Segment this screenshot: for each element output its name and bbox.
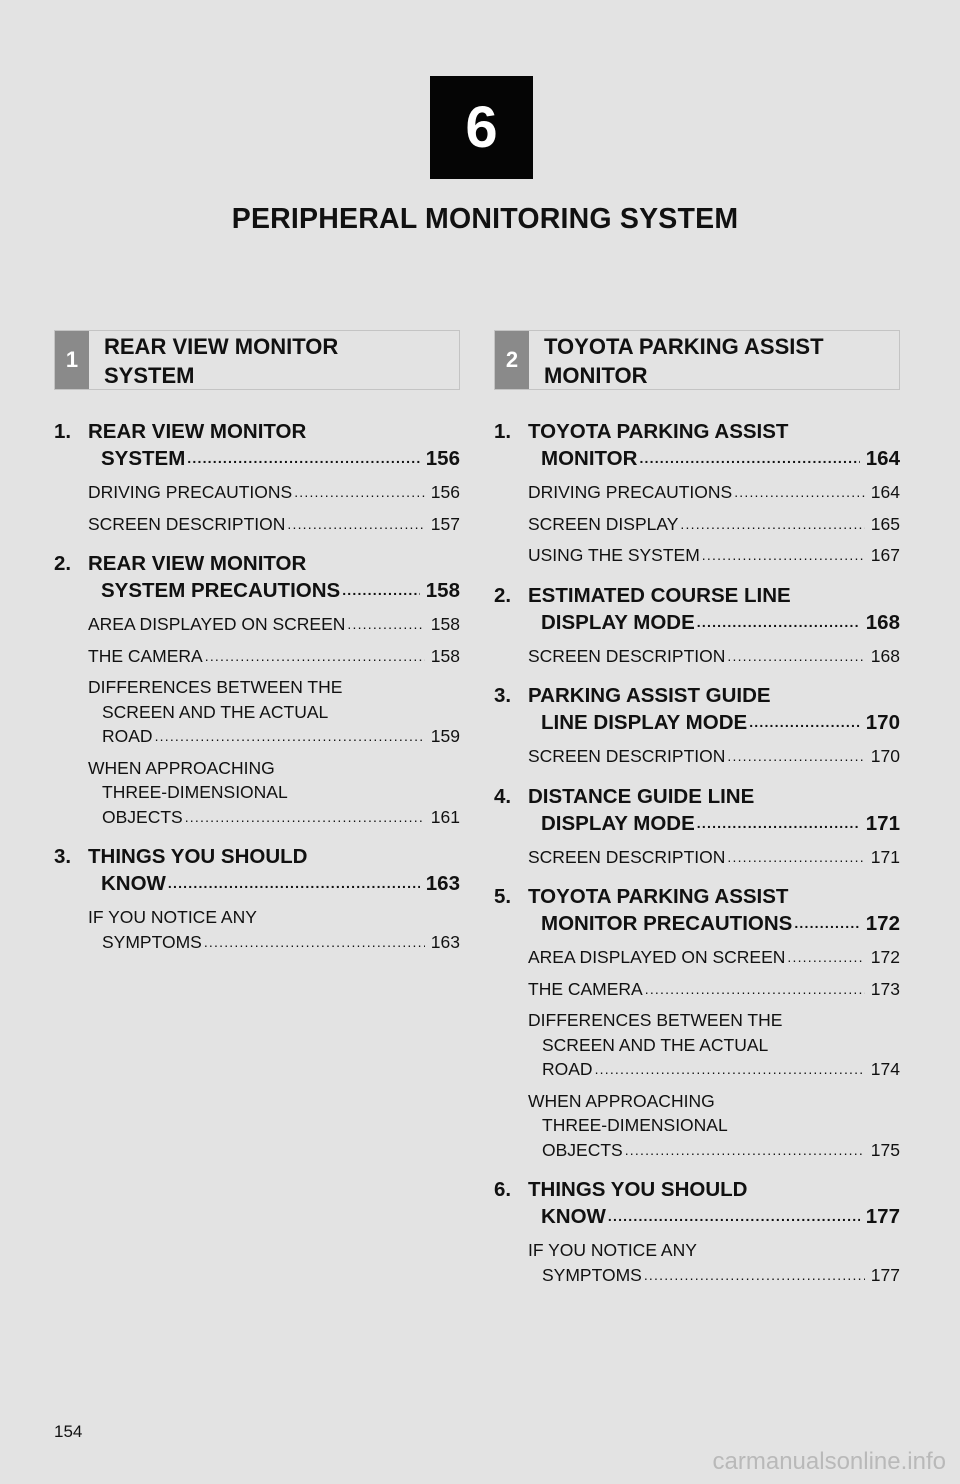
toc-subentries bbox=[54, 480, 460, 536]
section-number: 1 bbox=[55, 331, 89, 389]
toc-subentry-last-line bbox=[102, 930, 460, 955]
toc-subentry-page: 165 bbox=[870, 513, 900, 534]
toc-entry-heading[interactable] bbox=[494, 783, 900, 837]
section-title-line: MONITOR bbox=[544, 363, 648, 388]
toc-subentry-page: 167 bbox=[870, 545, 900, 565]
section-title bbox=[529, 331, 824, 389]
dot-leader bbox=[727, 744, 864, 769]
toc-entry[interactable] bbox=[494, 883, 900, 1162]
toc-entry[interactable] bbox=[494, 682, 900, 769]
dot-leader bbox=[204, 930, 425, 955]
toc-entry-page: 172 bbox=[865, 912, 900, 935]
toc-entry[interactable] bbox=[54, 550, 460, 829]
toc-entry-number: 1. bbox=[494, 420, 512, 443]
toc-entry-title-line: TOYOTA PARKING ASSIST bbox=[528, 885, 789, 908]
toc-entry-heading[interactable] bbox=[494, 682, 900, 736]
chapter-number: 6 bbox=[465, 95, 498, 160]
toc-entry-title-line: SYSTEM bbox=[101, 447, 186, 470]
toc-subentry-last-line bbox=[528, 512, 900, 537]
toc-subentry-line: SCREEN DISPLAY bbox=[528, 513, 679, 534]
toc-subentry-last-line bbox=[88, 612, 460, 637]
toc-subentry[interactable] bbox=[528, 1238, 900, 1287]
toc-entry-number: 5. bbox=[494, 885, 512, 908]
toc-subentry-text bbox=[88, 644, 460, 669]
toc-subentry-line: THREE-DIMENSIONAL bbox=[542, 1115, 728, 1135]
toc-entry-heading[interactable] bbox=[494, 1176, 900, 1230]
toc-subentry[interactable] bbox=[528, 1089, 900, 1163]
toc-subentry[interactable] bbox=[88, 480, 460, 505]
dot-leader bbox=[639, 445, 859, 472]
toc-entry-title-line: THINGS YOU SHOULD bbox=[528, 1178, 748, 1201]
toc-subentry[interactable] bbox=[88, 675, 460, 749]
dot-leader bbox=[168, 870, 420, 897]
toc-subentry-text bbox=[528, 1008, 900, 1082]
toc-entry-page: 163 bbox=[425, 872, 460, 895]
toc-entry-heading[interactable] bbox=[54, 843, 460, 897]
dot-leader bbox=[625, 1138, 865, 1163]
toc-subentry-last-line bbox=[88, 512, 460, 537]
dot-leader bbox=[205, 644, 425, 669]
toc-subentry-page: 158 bbox=[430, 645, 460, 666]
toc-subentry-text bbox=[528, 1238, 900, 1287]
toc-entry-page: 168 bbox=[865, 610, 900, 634]
toc-subentry[interactable] bbox=[88, 756, 460, 830]
toc-subentry-text bbox=[528, 845, 900, 870]
toc-entry[interactable] bbox=[494, 582, 900, 669]
toc-entry-title-line: REAR VIEW MONITOR bbox=[88, 552, 307, 575]
toc-entry-title-line: SYSTEM PRECAUTIONS bbox=[101, 579, 341, 602]
toc-subentry-page: 161 bbox=[430, 806, 460, 827]
toc-entry-last-line bbox=[101, 870, 460, 897]
toc-entry-title-line: PARKING ASSIST GUIDE bbox=[528, 684, 771, 707]
toc-entry-number: 4. bbox=[494, 784, 512, 808]
dot-leader bbox=[727, 845, 864, 870]
toc-entry-heading[interactable] bbox=[494, 418, 900, 472]
toc-subentries bbox=[54, 612, 460, 829]
toc-subentry-text bbox=[88, 756, 460, 830]
toc-subentry-line: THE CAMERA bbox=[88, 645, 203, 666]
toc-entry-last-line bbox=[541, 609, 900, 636]
toc-entry-number: 1. bbox=[54, 420, 72, 443]
toc-subentry-line: DRIVING PRECAUTIONS bbox=[88, 482, 293, 502]
toc-subentry-line: THE CAMERA bbox=[528, 978, 643, 999]
toc-entry-last-line bbox=[541, 810, 900, 837]
toc-subentry-last-line bbox=[528, 543, 900, 568]
toc-entry-last-line bbox=[541, 910, 900, 937]
toc-subentry-page: 157 bbox=[430, 513, 460, 534]
toc-entry-page: 156 bbox=[425, 447, 460, 470]
toc-subentry-page: 175 bbox=[870, 1139, 900, 1160]
toc-entry-heading[interactable] bbox=[54, 418, 460, 472]
toc-entry[interactable] bbox=[54, 843, 460, 954]
toc-subentry-line: OBJECTS bbox=[542, 1139, 623, 1160]
dot-leader bbox=[702, 543, 865, 568]
toc-entry-last-line bbox=[101, 445, 460, 472]
toc-entry-last-line bbox=[541, 1203, 900, 1230]
toc-subentries bbox=[494, 945, 900, 1162]
toc-entry-title-line: TOYOTA PARKING ASSIST bbox=[528, 420, 789, 443]
section-title-line: REAR VIEW MONITOR bbox=[104, 334, 339, 359]
toc-subentry-text bbox=[528, 977, 900, 1002]
toc-subentry-text bbox=[88, 905, 460, 954]
toc-subentry-last-line bbox=[102, 724, 460, 749]
toc-subentry[interactable] bbox=[528, 543, 900, 568]
toc-entry-page: 158 bbox=[425, 579, 460, 602]
toc-column-right bbox=[494, 330, 900, 1301]
toc-subentry-line: OBJECTS bbox=[102, 806, 183, 827]
toc-entries bbox=[494, 418, 900, 1287]
dot-leader bbox=[787, 945, 864, 970]
dot-leader bbox=[287, 512, 424, 537]
toc-subentry-text bbox=[528, 543, 900, 568]
dot-leader bbox=[645, 977, 865, 1002]
toc-subentry-last-line bbox=[528, 845, 900, 870]
toc-subentry-text bbox=[528, 512, 900, 537]
toc-subentry-page: 171 bbox=[870, 846, 900, 867]
toc-subentry-line: SCREEN AND THE ACTUAL bbox=[542, 1034, 769, 1055]
toc-subentry-page: 170 bbox=[870, 746, 900, 766]
toc-subentry-text bbox=[528, 744, 900, 769]
toc-entry-title-line: KNOW bbox=[541, 1205, 606, 1228]
section-title-line: TOYOTA PARKING ASSIST bbox=[544, 334, 824, 359]
toc-subentry-line: SCREEN DESCRIPTION bbox=[528, 846, 726, 867]
toc-subentry-text bbox=[528, 480, 900, 505]
toc-entry-heading[interactable] bbox=[494, 883, 900, 937]
toc-entries bbox=[54, 418, 460, 954]
dot-leader bbox=[342, 577, 420, 604]
toc-entry-title-line: KNOW bbox=[101, 872, 166, 895]
toc-subentry-text bbox=[88, 612, 460, 637]
toc-column-left bbox=[54, 330, 460, 968]
toc-subentry-last-line bbox=[88, 480, 460, 505]
toc-subentry[interactable] bbox=[528, 945, 900, 970]
toc-entry-number: 2. bbox=[494, 583, 512, 607]
toc-subentry-text bbox=[88, 675, 460, 749]
toc-entry-title-line: DISPLAY MODE bbox=[541, 610, 695, 634]
toc-subentry-last-line bbox=[542, 1057, 900, 1082]
toc-entry-number: 3. bbox=[494, 684, 512, 707]
toc-subentry[interactable] bbox=[528, 480, 900, 505]
toc-subentry-last-line bbox=[528, 644, 900, 669]
toc-entry-heading[interactable] bbox=[54, 550, 460, 604]
toc-subentry-last-line bbox=[528, 744, 900, 769]
chapter-number-box bbox=[430, 76, 533, 179]
page-number: 154 bbox=[54, 1422, 83, 1441]
dot-leader bbox=[608, 1203, 860, 1230]
toc-subentry-line: THREE-DIMENSIONAL bbox=[102, 782, 288, 802]
toc-entry-title-line: LINE DISPLAY MODE bbox=[541, 711, 748, 734]
toc-subentry-last-line bbox=[542, 1263, 900, 1288]
toc-subentry-page: 168 bbox=[870, 645, 900, 666]
toc-entry-title-line: MONITOR PRECAUTIONS bbox=[541, 912, 793, 935]
toc-subentry-line: WHEN APPROACHING bbox=[88, 757, 275, 778]
toc-entry[interactable] bbox=[494, 1176, 900, 1287]
toc-subentry-line: AREA DISPLAYED ON SCREEN bbox=[528, 947, 786, 967]
toc-entry-title-line: DISTANCE GUIDE LINE bbox=[528, 784, 755, 808]
toc-entry-last-line bbox=[541, 709, 900, 736]
toc-subentry-line: SCREEN DESCRIPTION bbox=[528, 746, 726, 766]
toc-subentry-line: IF YOU NOTICE ANY bbox=[88, 907, 257, 927]
dot-leader bbox=[294, 480, 425, 505]
toc-subentry-page: 173 bbox=[870, 978, 900, 999]
section-header bbox=[494, 330, 900, 390]
chapter-title: PERIPHERAL MONITORING SYSTEM bbox=[231, 203, 739, 235]
toc-entry-page: 171 bbox=[865, 811, 900, 835]
section-header bbox=[54, 330, 460, 390]
toc-subentry[interactable] bbox=[528, 845, 900, 870]
toc-subentry[interactable] bbox=[528, 1008, 900, 1082]
toc-entry-title-line: DISPLAY MODE bbox=[541, 811, 695, 835]
toc-subentry-text bbox=[88, 480, 460, 505]
toc-subentry-text bbox=[528, 1089, 900, 1163]
toc-subentry-line: SCREEN DESCRIPTION bbox=[88, 513, 286, 534]
toc-subentry-page: 158 bbox=[430, 614, 460, 634]
toc-subentry[interactable] bbox=[528, 744, 900, 769]
toc-subentry[interactable] bbox=[88, 512, 460, 537]
toc-entry-number: 2. bbox=[54, 552, 72, 575]
toc-subentry-line: SCREEN AND THE ACTUAL bbox=[102, 701, 329, 722]
toc-entry-title-line: THINGS YOU SHOULD bbox=[88, 845, 308, 868]
toc-subentry-line: SCREEN DESCRIPTION bbox=[528, 645, 726, 666]
toc-subentry-page: 159 bbox=[430, 726, 460, 746]
toc-entry[interactable] bbox=[54, 418, 460, 536]
toc-subentries bbox=[494, 845, 900, 870]
toc-entry-title-line: MONITOR bbox=[541, 447, 638, 470]
toc-subentry-text bbox=[88, 512, 460, 537]
toc-subentry-line: AREA DISPLAYED ON SCREEN bbox=[88, 614, 346, 634]
toc-entry-number: 3. bbox=[54, 845, 72, 868]
toc-subentry-last-line bbox=[88, 644, 460, 669]
toc-subentry-line: USING THE SYSTEM bbox=[528, 545, 700, 565]
toc-subentry-line: DIFFERENCES BETWEEN THE bbox=[528, 1010, 783, 1030]
dot-leader bbox=[734, 480, 865, 505]
dot-leader bbox=[644, 1263, 865, 1288]
toc-subentry-last-line bbox=[528, 977, 900, 1002]
toc-subentry-line: WHEN APPROACHING bbox=[528, 1090, 715, 1111]
watermark: carmanualsonline.info bbox=[712, 1448, 946, 1475]
toc-subentry-page: 177 bbox=[870, 1264, 900, 1285]
toc-subentry-line: SYMPTOMS bbox=[102, 931, 202, 952]
dot-leader bbox=[727, 644, 864, 669]
toc-subentry-line: IF YOU NOTICE ANY bbox=[528, 1240, 697, 1260]
toc-subentry-line: SYMPTOMS bbox=[542, 1264, 642, 1285]
toc-subentry-line: DIFFERENCES BETWEEN THE bbox=[88, 677, 343, 697]
toc-subentries bbox=[494, 644, 900, 669]
toc-entry-last-line bbox=[101, 577, 460, 604]
toc-subentry-line: DRIVING PRECAUTIONS bbox=[528, 482, 733, 502]
toc-entry-last-line bbox=[541, 445, 900, 472]
dot-leader bbox=[680, 512, 864, 537]
toc-subentry[interactable] bbox=[88, 612, 460, 637]
toc-subentry-last-line bbox=[102, 805, 460, 830]
dot-leader bbox=[347, 612, 424, 637]
toc-subentry[interactable] bbox=[528, 977, 900, 1002]
toc-entry-title-line: ESTIMATED COURSE LINE bbox=[528, 583, 791, 607]
toc-subentry-text bbox=[528, 644, 900, 669]
toc-subentry-line: ROAD bbox=[542, 1059, 593, 1079]
toc-subentry-page: 172 bbox=[870, 947, 900, 967]
dot-leader bbox=[187, 445, 419, 472]
dot-leader bbox=[185, 805, 425, 830]
toc-subentries bbox=[494, 480, 900, 568]
toc-subentries bbox=[494, 1238, 900, 1287]
toc-entry-number: 6. bbox=[494, 1178, 512, 1201]
toc-subentries bbox=[54, 905, 460, 954]
toc-subentry-page: 163 bbox=[430, 931, 460, 952]
dot-leader bbox=[595, 1057, 865, 1082]
toc-subentry[interactable] bbox=[528, 512, 900, 537]
toc-subentries bbox=[494, 744, 900, 769]
section-title bbox=[89, 331, 338, 389]
toc-subentry-last-line bbox=[542, 1138, 900, 1163]
toc-subentry[interactable] bbox=[88, 644, 460, 669]
toc-subentry[interactable] bbox=[88, 905, 460, 954]
toc-entry-page: 164 bbox=[865, 447, 900, 470]
toc-subentry-page: 156 bbox=[430, 482, 460, 502]
dot-leader bbox=[697, 609, 860, 636]
toc-entry-title-line: REAR VIEW MONITOR bbox=[88, 420, 307, 443]
toc-subentry-text bbox=[528, 945, 900, 970]
toc-subentry-page: 174 bbox=[870, 1059, 900, 1079]
dot-leader bbox=[794, 910, 859, 937]
dot-leader bbox=[749, 709, 860, 736]
toc-subentry-last-line bbox=[528, 480, 900, 505]
section-title-line: SYSTEM bbox=[104, 363, 195, 388]
toc-entry-page: 170 bbox=[865, 711, 900, 734]
section-number: 2 bbox=[495, 331, 529, 389]
toc-entry[interactable] bbox=[494, 418, 900, 568]
toc-subentry-last-line bbox=[528, 945, 900, 970]
toc-subentry-line: ROAD bbox=[102, 726, 153, 746]
toc-entry[interactable] bbox=[494, 783, 900, 870]
toc-subentry-page: 164 bbox=[870, 482, 900, 502]
toc-subentry[interactable] bbox=[528, 644, 900, 669]
toc-entry-page: 177 bbox=[865, 1205, 900, 1228]
toc-entry-heading[interactable] bbox=[494, 582, 900, 636]
dot-leader bbox=[155, 724, 425, 749]
dot-leader bbox=[697, 810, 860, 837]
